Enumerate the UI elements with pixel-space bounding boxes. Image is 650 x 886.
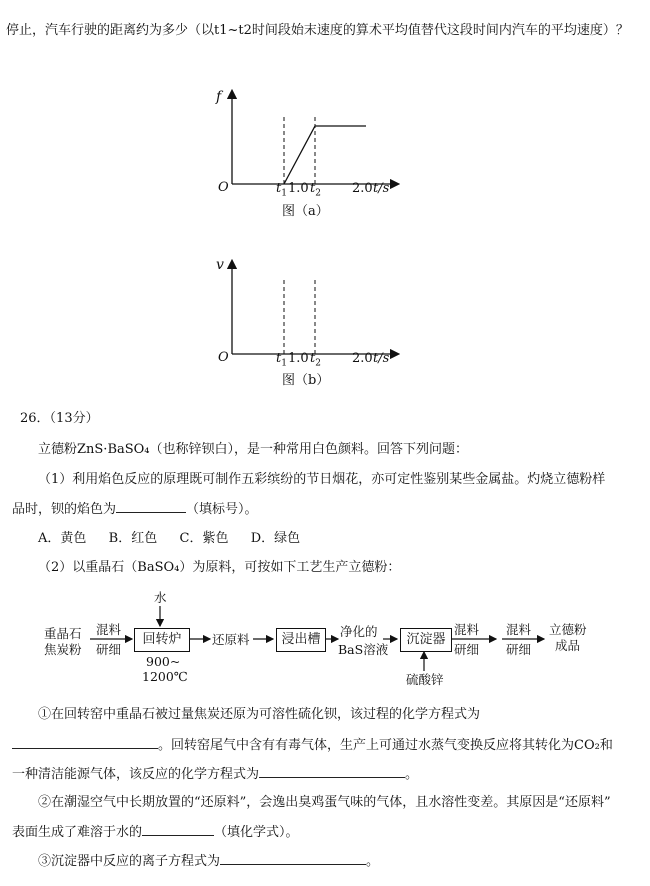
flow-temp1: 900~ [146, 654, 181, 669]
graph-a-origin: O [218, 180, 229, 195]
option-c: C．紫色 [179, 531, 229, 546]
answer-blank-3[interactable] [259, 765, 405, 778]
graph-a-t2: $t_2$ [310, 181, 321, 199]
intro-line: 停止，汽车行驶的距离约为多少（以t1~t2时间段始末速度的算术平均值替代这段时间内汽车的平均速度）？ [6, 23, 629, 38]
answer-blank-4[interactable] [142, 823, 214, 836]
flow-purified2: BaS溶液 [338, 642, 389, 657]
q26-s3: ③沉淀器中反应的离子方程式为 。 [38, 854, 380, 869]
flow-kiln-box: 回转炉 [134, 628, 190, 652]
flow-zinc: 硫酸锌 [406, 672, 444, 687]
graph-a-axes [200, 88, 420, 223]
flow-mix1: 混料 [96, 622, 122, 637]
q26-intro: 立德粉ZnS·BaSO₄（也称锌钡白），是一种常用白色颜料。回答下列问题： [38, 442, 469, 457]
graph-a [200, 88, 420, 223]
q26-s2-line2: 表面生成了难溶于水的 （填化学式）。 [12, 825, 299, 840]
answer-blank-5[interactable] [220, 852, 366, 865]
graph-b-origin: O [218, 350, 229, 365]
process-flow-diagram [0, 588, 650, 693]
graph-b-tick-1: 1.0 [288, 351, 309, 366]
flow-raw2: 焦炭粉 [44, 642, 82, 657]
graph-b-axis-label: t/s [373, 351, 390, 366]
flow-purified1: 净化的 [340, 624, 378, 639]
graph-b-t1: $t_1$ [276, 351, 287, 369]
flow-product1: 立德粉 [549, 622, 587, 637]
flow-temp2: 1200℃ [142, 669, 188, 684]
flow-water: 水 [154, 590, 167, 605]
flow-mix3: 混料 [506, 622, 532, 637]
q26-p1-line1: （1）利用焰色反应的原理既可制作五彩缤纷的节日烟花，亦可定性鉴别某些金属盐。灼烧立德粉样 [38, 472, 606, 487]
flow-leach-box: 浸出槽 [276, 628, 326, 652]
flow-reduced: 还原料 [212, 632, 250, 647]
flow-product2: 成品 [555, 638, 581, 653]
flow-raw1: 重晶石 [44, 626, 82, 641]
option-a: A．黄色 [38, 531, 87, 546]
q26-options [38, 530, 300, 547]
option-d: D．绿色 [250, 531, 301, 546]
q26-p2: （2）以重晶石（BaSO₄）为原料，可按如下工艺生产立德粉： [38, 560, 401, 575]
q26-p1-line2: 品时，钡的焰色为 （填标号）。 [12, 502, 258, 517]
option-b: B．红色 [108, 531, 158, 546]
graph-a-caption: 图（a） [282, 204, 329, 219]
graph-a-tick-2: 2.0 [352, 181, 373, 196]
graph-b-tick-2: 2.0 [352, 351, 373, 366]
graph-a-y-label: f [216, 89, 222, 105]
flow-grind1: 研细 [96, 642, 122, 657]
graph-a-tick-1: 1.0 [288, 181, 309, 196]
answer-blank-1[interactable] [116, 500, 186, 513]
q26-s1-line2: 。回转窑尾气中含有有毒气体，生产上可通过水蒸气变换反应将其转化为CO₂和 [12, 736, 613, 754]
graph-b-t2: $t_2$ [310, 351, 321, 369]
flow-grind2: 研细 [454, 642, 480, 657]
flow-mix2: 混料 [454, 622, 480, 637]
graph-b-caption: 图（b） [282, 373, 330, 388]
q26-s1-line3: 一种清洁能源气体，该反应的化学方程式为 。 [12, 767, 419, 782]
flow-grind3: 研细 [506, 642, 532, 657]
answer-blank-2[interactable] [12, 736, 158, 749]
q26-number: 26．（13分） [20, 411, 99, 426]
q26-s2-line1: ②在潮湿空气中长期放置的“还原料”，会逸出臭鸡蛋气味的气体，且水溶性变差。其原因是“还原料” [38, 795, 611, 810]
graph-b-y-label: v [216, 257, 224, 273]
graph-a-axis-label: t/s [373, 181, 390, 196]
graph-a-t1: $t_1$ [276, 181, 287, 199]
q26-s1-line1: ①在回转窑中重晶石被过量焦炭还原为可溶性硫化钡，该过程的化学方程式为 [38, 707, 481, 722]
flow-precip-box: 沉淀器 [400, 628, 452, 652]
graph-b [200, 258, 420, 393]
